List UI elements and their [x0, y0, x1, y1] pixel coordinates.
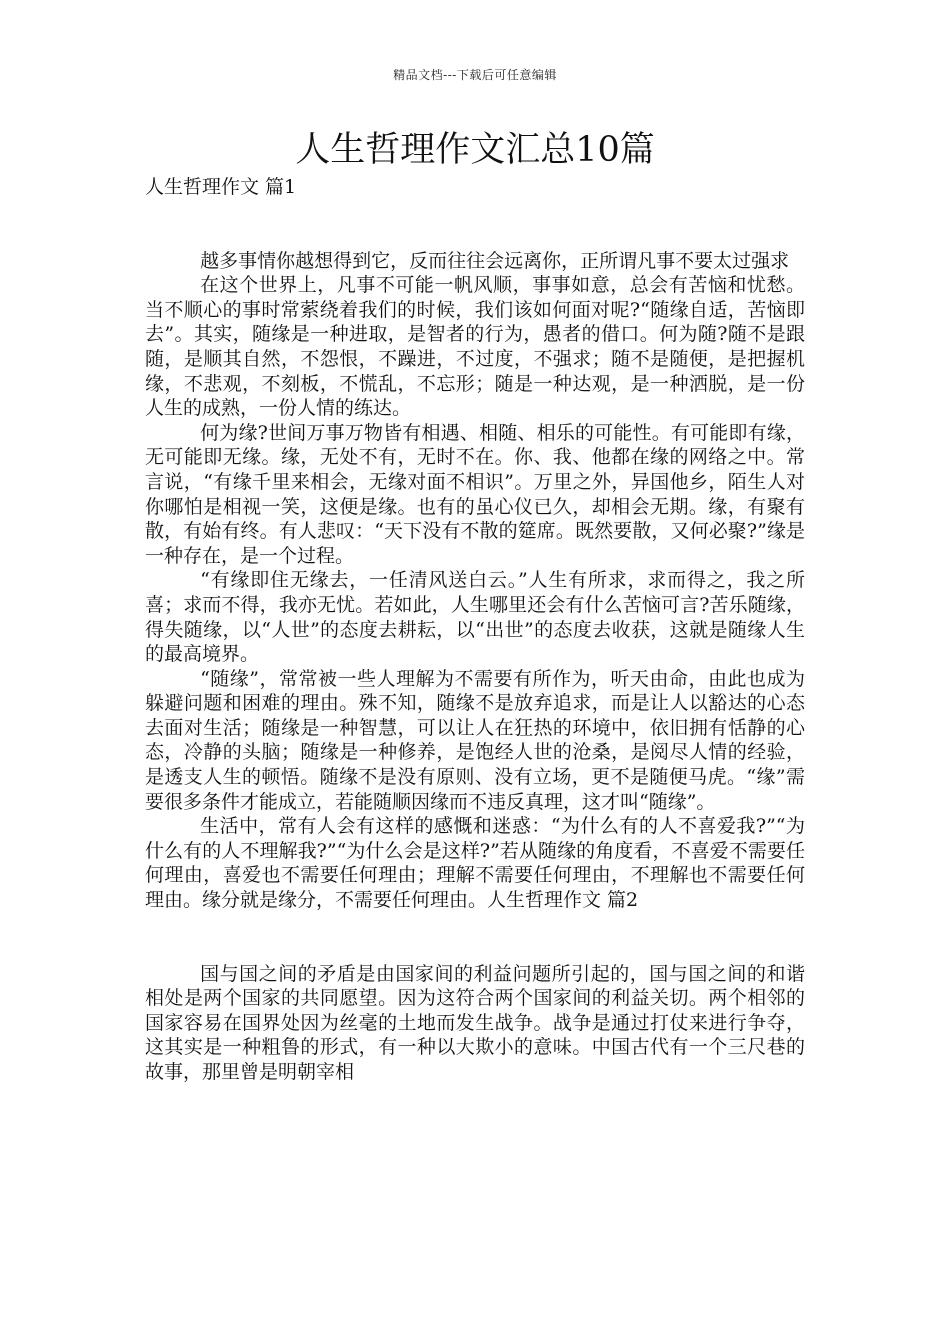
paragraph: 何为缘?世间万事万物皆有相遇、相随、相乐的可能性。有可能即有缘，无可能即无缘。缘，无处不有，无时不在。你、我、他都在缘的网络之中。常言说，“有缘千里来相会，无缘对面不相识”。万里之外，异国他乡，陌生人对你哪怕是相视一笑，这便是缘。也有的虽心仪已久，却相会无期。缘，有聚有散，有始有终。有人悲叹：“天下没有不散的筵席。既然要散，又何必聚?”缘是一种存在，是一个过程。	[145, 421, 805, 567]
document-body	[145, 175, 805, 1085]
paragraph: “随缘”，常常被一些人理解为不需要有所作为，听天由命，由此也成为躲避问题和困难的理由。殊不知，随缘不是放弃追求，而是让人以豁达的心态去面对生活；随缘是一种智慧，可以让人在狂热的环境中，依旧拥有恬静的心态，冷静的头脑；随缘是一种修养，是饱经人世的沧桑，是阅尽人情的经验，是透支人生的顿悟。随缘不是没有原则、没有立场，更不是随便马虎。“缘”需要很多条件才能成立，若能随顺因缘而不违反真理，这才叫“随缘”。	[145, 667, 805, 813]
paragraph-with-inline-heading	[145, 814, 805, 912]
document-title: 人生哲理作文汇总10篇	[295, 130, 655, 170]
paragraph: 在这个世界上，凡事不可能一帆风顺，事事如意，总会有苦恼和忧愁。当不顺心的事时常萦绕着我们的时候，我们该如何面对呢?“随缘自适，苦恼即去”。其实，随缘是一种进取，是智者的行为，愚者的借口。何为随?随不是跟随，是顺其自然，不怨恨，不躁进，不过度，不强求；随不是随便，是把握机缘，不悲观，不刻板，不慌乱，不忘形；随是一种达观，是一种洒脱，是一份人生的成熟，一份人情的练达。	[145, 274, 805, 420]
paragraph: “有缘即住无缘去，一任清风送白云。”人生有所求，求而得之，我之所喜；求而不得，我亦无忧。若如此，人生哪里还会有什么苦恼可言?苦乐随缘，得失随缘，以“人世”的态度去耕耘，以“出世”的态度去收获，这就是随缘人生的最高境界。	[145, 569, 805, 666]
section-spacer	[145, 200, 805, 249]
paragraph-text: 生活中，常有人会有这样的感慨和迷惑：“为什么有的人不喜爱我?”“为什么有的人不理解我?”“为什么会是这样?”若从随缘的角度看，不喜爱不需要任何理由，喜爱也不需要任何理由；理解不需要任何理由，不理解也不需要任何理由。缘分就是缘分，不需要任何理由。	[145, 815, 805, 912]
section-heading-1: 人生哲理作文 篇1	[145, 176, 297, 198]
section-spacer	[145, 913, 805, 962]
paragraph: 国与国之间的矛盾是由国家间的利益问题所引起的，国与国之间的和谐相处是两个国家的共同愿望。因为这符合两个国家间的利益关切。两个相邻的国家容易在国界处因为丝毫的土地而发生战争。战争是通过打仗来进行争夺，这其实是一种粗鲁的形式，有一种以大欺小的意味。中国古代有一个三尺巷的故事，那里曾是明朝宰相	[145, 962, 805, 1083]
section-heading-2: 人生哲理作文 篇2	[487, 889, 639, 912]
paragraph: 越多事情你越想得到它，反而往往会远离你，正所谓凡事不要太过强求	[200, 249, 790, 272]
page-header: 精品文档---下载后可任意编辑	[393, 68, 557, 82]
